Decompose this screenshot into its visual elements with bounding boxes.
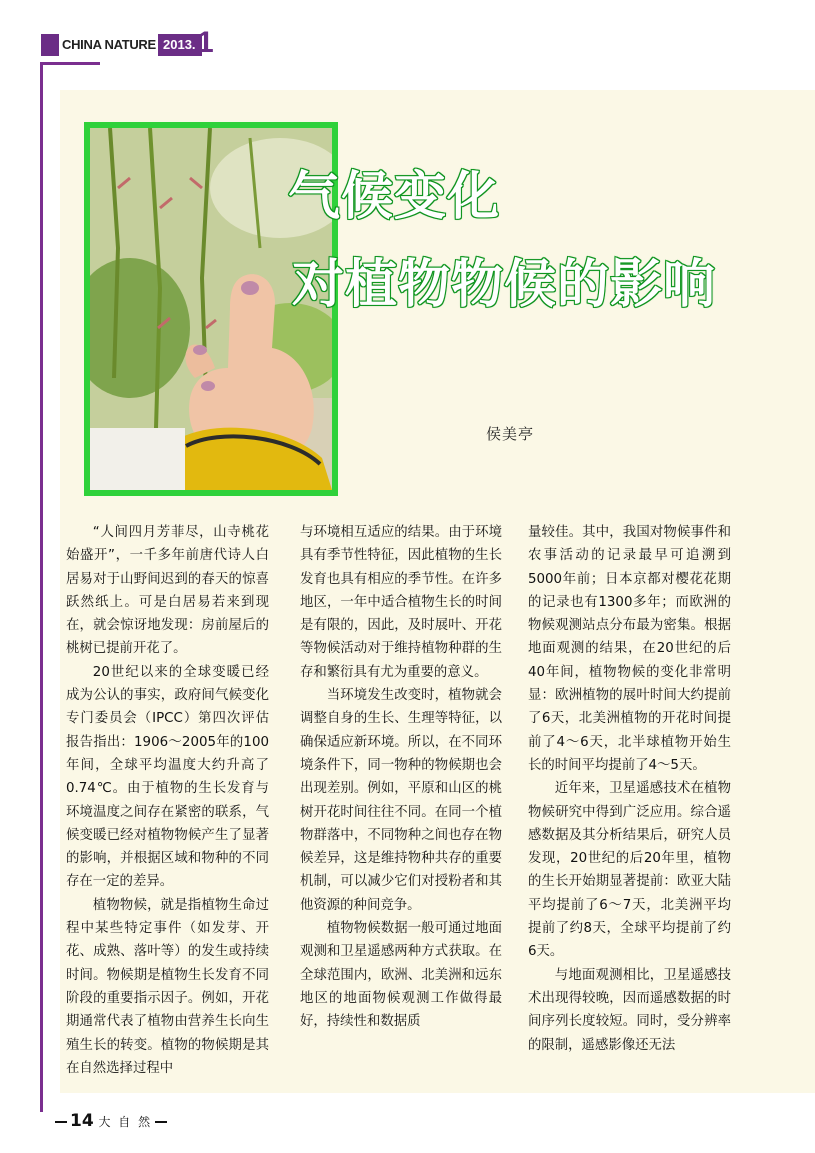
article-title-line-1: 气候变化 <box>288 166 501 227</box>
paragraph: 植物物候数据一般可通过地面观测和卫星遥感两种方式获取。在全球范围内，欧洲、北美洲和远东地区的地面物候观测工作做得最好，持续性和数据质 <box>300 921 502 1030</box>
paragraph: 与地面观测相比，卫星遥感技术出现得较晚，因而遥感数据的时间序列长度较短。同时，受分辨率的限制，遥感影像还无法 <box>528 967 731 1053</box>
footer-dash <box>55 1121 67 1123</box>
body-column-2 <box>300 521 502 1034</box>
paragraph: 与环境相互适应的结果。由于环境具有季节性特征，因此植物的生长发育也具有相应的季节性。在许多地区，一年中适合植物生长的时间是有限的，因此，及时展叶、开花等物候活动对于维持植物种群的生存和繁衍具有尤为重要的意义。 <box>300 525 502 680</box>
paragraph: “人间四月芳菲尽，山寺桃花始盛开”，一千多年前唐代诗人白居易对于山野间迟到的春天的惊喜跃然纸上。可是白居易若来到现在，就会惊讶地发现：房前屋后的桃树已提前开花了。 <box>66 525 269 657</box>
body-column-3 <box>528 521 731 1057</box>
paragraph: 近年来，卫星遥感技术在植物物候研究中得到广泛应用。综合遥感数据及其分析结果后，研究人员发现，20世纪的后20年里，植物的生长开始期显著提前：欧亚大陆平均提前了6～7天，北美洲平均提前了约8天，全球平均提前了约6天。 <box>528 781 731 960</box>
page-margin-rule <box>40 62 43 1112</box>
paragraph: 当环境发生改变时，植物就会调整自身的生长、生理等特征，以确保适应新环境。所以，在不同环境条件下，同一物种的物候期也会出现差别。例如，平原和山区的桃树开花时间往往不同。在同一个植物群落中，不同物种之间也存在物候差异，这是维持物种共存的重要机制，可以减少它们对授粉者和其他资源的种间竞争。 <box>300 688 502 913</box>
author-byline: 侯美亭 <box>486 425 535 443</box>
header-rule <box>40 62 100 65</box>
page-number: 14 <box>70 1111 94 1131</box>
magazine-brand: CHINA NATURE <box>62 37 156 52</box>
paragraph: 20世纪以来的全球变暖已经成为公认的事实，政府间气候变化专门委员会（IPCC）第四次评估报告指出：1906～2005年的100年间，全球平均温度大约升高了0.74℃。由于植物的生长发育与环境温度之间存在紧密的联系，气候变暖已经对植物物候产生了显著的影响，并根据区域和物种的不同存在一定的差异。 <box>66 664 269 890</box>
paragraph: 量较佳。其中，我国对物候事件和农事活动的记录最早可追溯到5000年前；日本京都对樱花花期的记录也有1300多年；而欧洲的物候观测站点分布最为密集。根据地面观测的结果，在20世纪的后40年间，植物物候的变化非常明显：欧洲植物的展叶时间大约提前了6天，北美洲植物的开花时间提前了4～6天，北半球植物开始生长的时间平均提前了4～5天。 <box>528 525 731 773</box>
paragraph: 植物物候，就是指植物生命过程中某些特定事件（如发芽、开花、成熟、落叶等）的发生或持续时间。物候期是植物生长发育不同阶段的重要指示因子。例如，开花期通常代表了植物由营养生长向生殖生长的转变。植物的物候期是其在自然选择过程中 <box>66 897 269 1076</box>
footer-dash <box>155 1121 167 1123</box>
article-title-line-2: 对植物物候的影响 <box>292 254 717 315</box>
issue-number: 1 <box>197 26 214 59</box>
header-color-block <box>41 34 59 56</box>
page-footer <box>52 1111 170 1131</box>
issue-year: 2013. <box>158 34 202 56</box>
footer-magazine-name: 大 自 然 <box>98 1115 153 1129</box>
body-column-1 <box>66 521 269 1080</box>
